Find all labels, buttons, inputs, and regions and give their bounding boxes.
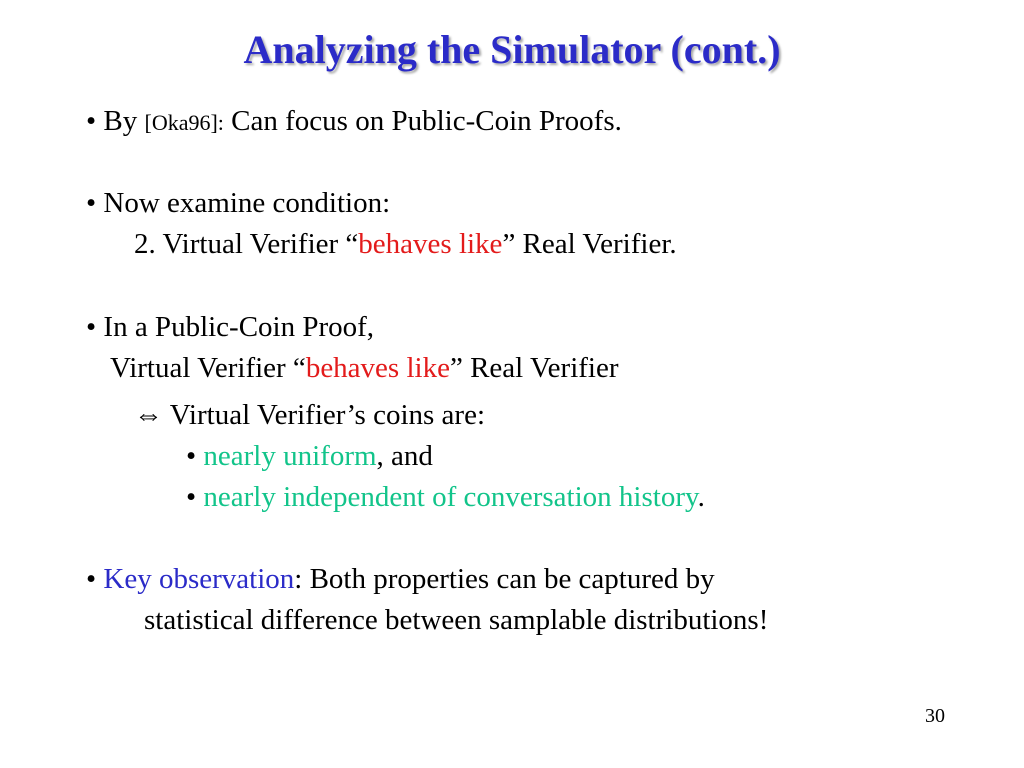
iff-text: Virtual Verifier’s coins are: xyxy=(163,399,486,431)
slide-title: Analyzing the Simulator (cont.) xyxy=(243,27,781,72)
bullet-marker: • xyxy=(86,311,97,343)
bullet-examine-condition xyxy=(86,186,390,220)
bullet-key-observation xyxy=(86,562,715,596)
statement-text-before: Virtual Verifier “ xyxy=(110,352,306,384)
bullet-public-coin xyxy=(86,310,374,344)
bullet-text: Now examine condition: xyxy=(103,187,391,219)
continuation-text: statistical difference between samplable distributions! xyxy=(144,604,769,636)
bullet-marker: • xyxy=(186,481,197,513)
bullet-text: Can focus on Public-Coin Proofs. xyxy=(223,105,622,137)
key-observation-highlight: Key observation xyxy=(103,563,295,595)
property-nearly-uniform xyxy=(186,439,433,473)
bullet-prefix: By xyxy=(103,105,145,137)
page-number: 30 xyxy=(925,705,945,727)
statement-text-after: ” Real Verifier xyxy=(449,352,619,384)
bullet-oka96 xyxy=(86,104,622,140)
public-coin-statement xyxy=(110,351,619,385)
behaves-like-highlight: behaves like xyxy=(305,352,450,384)
nearly-independent-highlight: nearly independent of conversation history xyxy=(203,481,698,513)
condition-text-after: ” Real Verifier. xyxy=(502,228,677,260)
condition-2 xyxy=(134,227,677,261)
bullet-text: In a Public-Coin Proof, xyxy=(103,311,375,343)
property-nearly-independent xyxy=(186,480,705,514)
property-text-after: . xyxy=(697,481,705,513)
bullet-marker: • xyxy=(86,187,97,219)
iff-arrow-icon: ⇔ xyxy=(134,399,163,431)
bullet-marker: • xyxy=(86,563,97,595)
bullet-marker: • xyxy=(86,105,97,137)
property-text-after: , and xyxy=(376,440,433,472)
iff-coins-line xyxy=(134,398,485,432)
nearly-uniform-highlight: nearly uniform xyxy=(203,440,377,472)
condition-text-before: 2. Virtual Verifier “ xyxy=(134,228,359,260)
key-observation-continuation xyxy=(144,603,768,637)
bullet-marker: • xyxy=(186,440,197,472)
key-observation-text: : Both properties can be captured by xyxy=(294,563,715,595)
citation: [Oka96]: xyxy=(144,110,224,135)
behaves-like-highlight: behaves like xyxy=(358,228,503,260)
